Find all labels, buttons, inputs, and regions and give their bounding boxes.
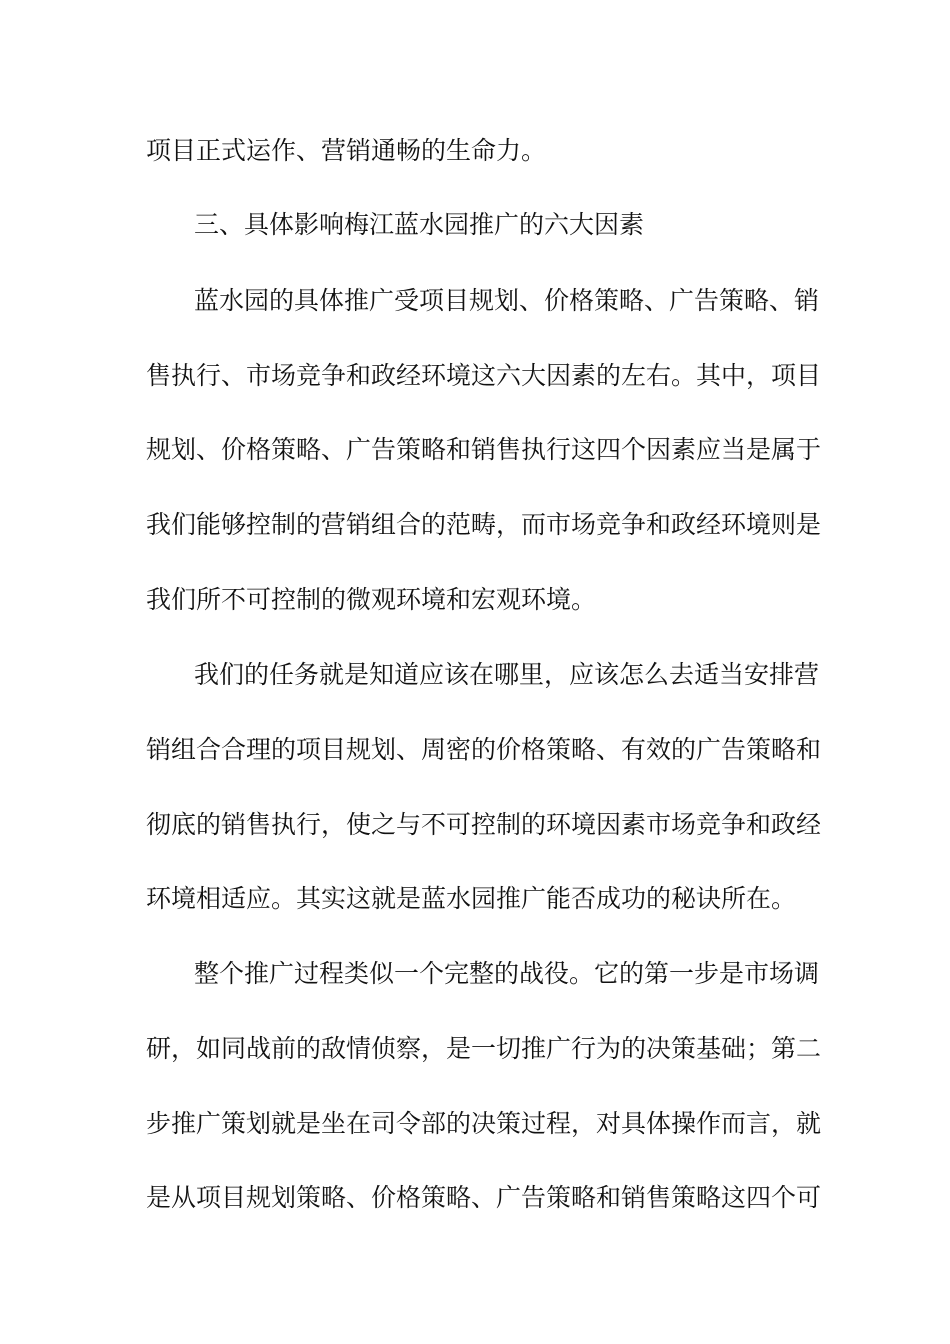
text-line: 环境相适应。其实这就是蓝水园推广能否成功的秘诀所在。 xyxy=(146,884,797,913)
text-line: 是从项目规划策略、价格策略、广告策略和销售策略这四个可 xyxy=(146,1183,822,1212)
text-line: 研，如同战前的敌情侦察，是一切推广行为的决策基础；第二 xyxy=(146,1034,822,1063)
text-line: 整个推广过程类似一个完整的战役。它的第一步是市场调 xyxy=(194,959,820,988)
text-line: 我们能够控制的营销组合的范畴，而市场竞争和政经环境则是 xyxy=(146,510,822,539)
text-line: 我们所不可控制的微观环境和宏观环境。 xyxy=(146,585,597,614)
text-line: 彻底的销售执行，使之与不可控制的环境因素市场竞争和政经 xyxy=(146,810,822,839)
text-line: 蓝水园的具体推广受项目规划、价格策略、广告策略、销 xyxy=(194,286,820,315)
text-line: 步推广策划就是坐在司令部的决策过程，对具体操作而言，就 xyxy=(146,1109,822,1138)
text-line: 项目正式运作、营销通畅的生命力。 xyxy=(146,136,547,165)
text-line: 我们的任务就是知道应该在哪里，应该怎么去适当安排营 xyxy=(194,660,820,689)
text-line: 售执行、市场竞争和政经环境这六大因素的左右。其中，项目 xyxy=(146,361,822,390)
section-heading: 三、具体影响梅江蓝水园推广的六大因素 xyxy=(194,210,645,239)
text-line: 规划、价格策略、广告策略和销售执行这四个因素应当是属于 xyxy=(146,435,822,464)
text-line: 销组合合理的项目规划、周密的价格策略、有效的广告策略和 xyxy=(146,735,822,764)
